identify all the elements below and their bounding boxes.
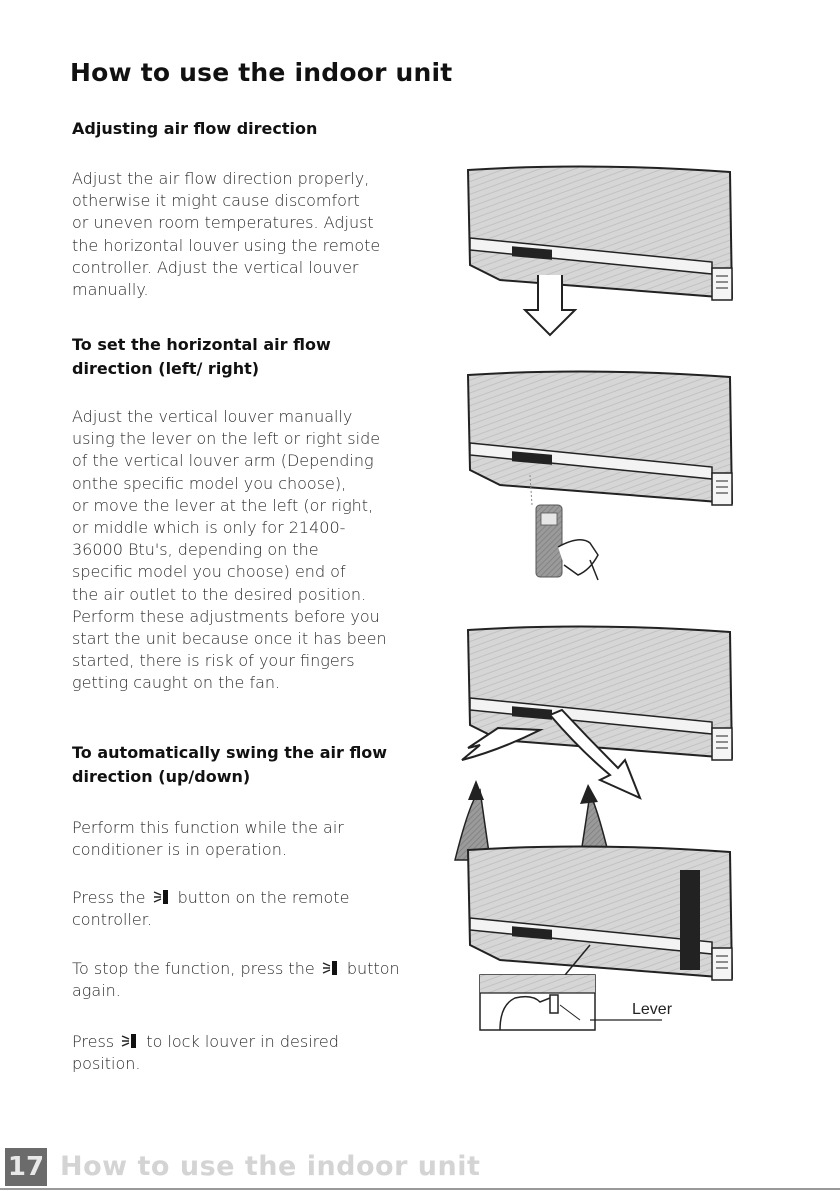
stop-text: To stop the function, press the [72, 959, 315, 978]
heading-line: To automatically swing the air flow [72, 743, 388, 762]
horizontal-line: onthe specific model you choose), [72, 473, 347, 493]
intro-line: manually. [72, 280, 149, 300]
horizontal-line: the air outlet to the desired position. [72, 584, 367, 604]
press-instruction [72, 887, 432, 931]
press-text: Press the [72, 888, 146, 907]
swing-louver-icon [121, 1032, 139, 1050]
lever-detail-inset [480, 975, 595, 1030]
lever-label: Lever [632, 1001, 673, 1018]
indoor-unit-figure-4 [455, 780, 732, 1030]
heading-line: direction (left/ right) [72, 359, 260, 378]
press-text: controller. [72, 910, 152, 930]
lock-text: position. [72, 1054, 141, 1074]
footer-divider [0, 1188, 840, 1190]
illustration-column [440, 160, 740, 1060]
page-title: How to use the indoor unit [70, 58, 453, 87]
horizontal-line: or move the lever at the left (or right, [72, 495, 374, 515]
lock-text: Press [72, 1032, 115, 1051]
horizontal-line: of the vertical louver arm (Depending [72, 451, 374, 471]
horizontal-line: Perform these adjustments before you [72, 606, 380, 626]
intro-line: otherwise it might cause discomfort [72, 191, 360, 211]
remote-control-icon [536, 505, 562, 577]
horizontal-line: using the lever on the left or right side [72, 429, 381, 449]
swing-heading [72, 741, 432, 789]
indoor-unit-figure-2 [468, 371, 732, 580]
horizontal-line: start the unit because once it has been [72, 629, 387, 649]
horizontal-heading [72, 333, 432, 381]
stop-instruction [72, 958, 432, 1002]
intro-line: or uneven room temperatures. Adjust [72, 213, 374, 233]
swing-intro-line: Perform this function while the air [72, 818, 344, 837]
press-text: button on the remote [177, 888, 350, 907]
left-arrow-icon [462, 728, 540, 760]
lock-instruction [72, 1031, 432, 1075]
horizontal-line: 36000 Btu's, depending on the [72, 540, 319, 560]
hand-icon [558, 540, 598, 580]
horizontal-line: started, there is risk of your fingers [72, 651, 355, 671]
swing-intro-line: conditioner is in operation. [72, 840, 287, 860]
intro-line: Adjust the air flow direction properly, [72, 169, 370, 188]
footer-title: How to use the indoor unit [60, 1151, 481, 1182]
lock-text: to lock louver in desired [146, 1032, 339, 1051]
horizontal-paragraph [72, 406, 432, 695]
stop-text: again. [72, 981, 121, 1001]
stop-text: button [346, 959, 400, 978]
intro-line: controller. Adjust the vertical louver [72, 257, 359, 277]
swing-louver-icon [153, 888, 171, 906]
section-heading: Adjusting air flow direction [72, 119, 318, 138]
horizontal-line: or middle which is only for 21400- [72, 518, 346, 538]
page-number: 17 [5, 1148, 47, 1186]
swing-louver-icon [322, 959, 340, 977]
heading-line: direction (up/down) [72, 767, 251, 786]
indoor-unit-figure-1 [468, 166, 732, 335]
swing-intro [72, 817, 432, 861]
intro-paragraph [72, 168, 432, 301]
horizontal-line: specific model you choose) end of [72, 562, 346, 582]
horizontal-line: Adjust the vertical louver manually [72, 407, 353, 426]
heading-line: To set the horizontal air flow [72, 335, 331, 354]
horizontal-line: getting caught on the fan. [72, 673, 281, 693]
intro-line: the horizontal louver using the remote [72, 235, 381, 255]
indoor-unit-figure-3 [462, 626, 732, 798]
